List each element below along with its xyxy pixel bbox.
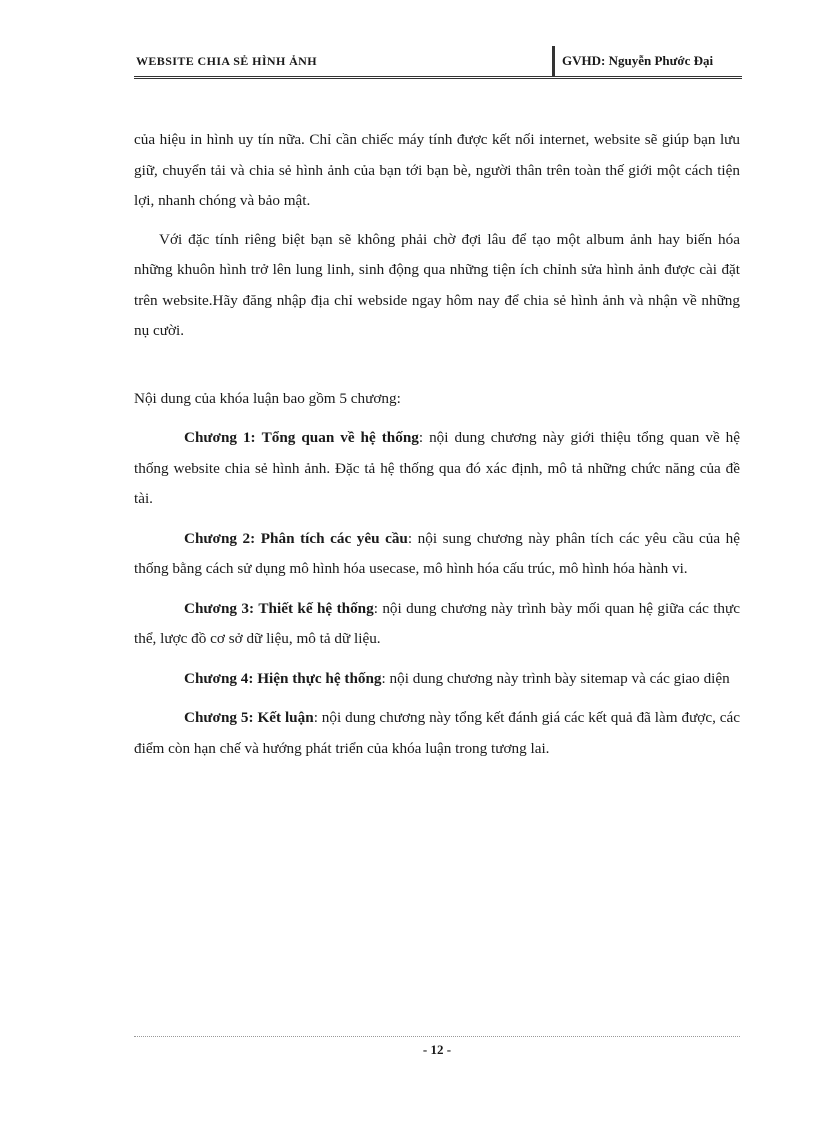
header-title: WEBSITE CHIA SẺ HÌNH ẢNH: [136, 54, 317, 68]
chapter-label: Chương 1:: [184, 429, 256, 446]
header-advisor: GVHD: Nguyễn Phước Đại: [562, 53, 714, 68]
chapter-item: [134, 594, 740, 655]
page-number: - 12 -: [422, 1042, 452, 1057]
chapter-label: Chương 4:: [184, 669, 254, 687]
chapter-label: Chương 2:: [184, 529, 256, 547]
chapter-description: : nội dung chương này tổng kết đánh giá các kết quả đã làm được, các điểm còn hạn chế và hướng phát triển của khóa luận trong tương lai.: [134, 709, 741, 757]
chapter-item: [134, 664, 740, 695]
page-footer: [134, 1036, 740, 1057]
paragraph-continuation: của hiệu in hình uy tín nữa. Chỉ cần chiếc máy tính được kết nối internet, website sẽ giúp bạn lưu giữ, chuyển tải và chia sẻ hình ảnh của bạn tới bạn bè, người thân trên toàn thế giới một cách tiện lợi, nhanh chóng và bảo mật.: [134, 131, 740, 209]
chapter-label: Chương 3:: [184, 599, 255, 617]
chapter-description: : nội sung chương này phân tích các yêu cầu của hệ thống bằng cách sử dụng mô hình hóa usecase, mô hình hóa cấu trúc, mô hình hóa hành vi.: [134, 529, 740, 577]
paragraph-features: Với đặc tính riêng biệt bạn sẽ không phải chờ đợi lâu để tạo một album ảnh hay biến hóa những khuôn hình trở lên lung linh, sinh động qua những tiện ích chỉnh sửa hình ảnh được cài đặt trên website.Hãy đăng nhập địa chỉ webside ngay hôm nay để chia sẻ hình ảnh và nhận về những nụ cười.: [134, 230, 740, 339]
chapter-item: [134, 524, 740, 585]
chapters-intro: Nội dung của khóa luận bao gồm 5 chương:: [134, 389, 401, 407]
page-header: [134, 40, 742, 79]
chapter-description: : nội dung chương này trình bày mối quan hệ giữa các thực thể, lược đồ cơ sở dữ liệu, mô tả dữ liệu.: [134, 599, 740, 647]
header-divider: [552, 46, 555, 76]
chapter-item: [134, 703, 740, 764]
chapter-description: : nội dung chương này giới thiệu tổng quan về hệ thống website chia sẻ hình ảnh. Đặc tả hệ thống qua đó xác định, mô tả những chức năng của đề tài.: [134, 429, 740, 507]
chapter-description: : nội dung chương này trình bày sitemap và các giao diện: [381, 669, 730, 687]
chapter-title: Hiện thực hệ thống: [257, 669, 382, 687]
chapter-title: Phân tích các yêu cầu: [260, 529, 408, 547]
chapter-title: Thiết kế hệ thống: [258, 599, 374, 617]
page-body: [134, 125, 740, 773]
chapter-label: Chương 5:: [184, 709, 254, 726]
chapter-item: [134, 423, 740, 515]
chapter-title: Tổng quan về hệ thống: [261, 429, 419, 446]
chapter-title: Kết luận: [257, 709, 314, 726]
